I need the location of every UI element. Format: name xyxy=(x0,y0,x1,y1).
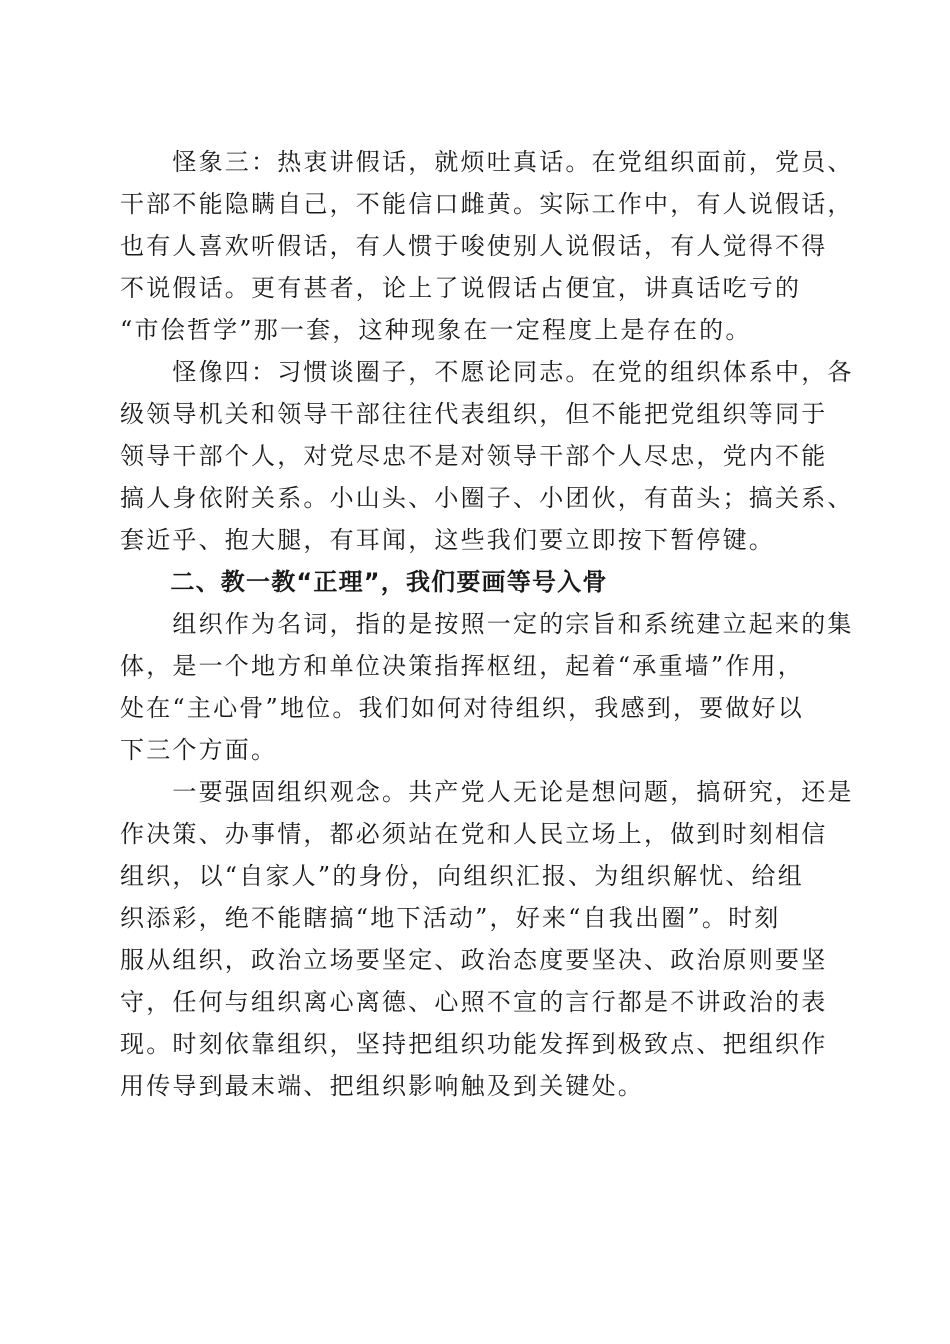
text-line: 也有人喜欢听假话，有人惯于唆使别人说假话，有人觉得不得 xyxy=(120,232,828,260)
text-line: 领导干部个人，对党尽忠不是对领导干部个人尽忠，党内不能 xyxy=(120,442,828,470)
text-line: 不说假话。更有甚者，论上了说假话占便宜，讲真话吃亏的 xyxy=(120,274,802,302)
text-line: 织添彩，绝不能瞎搞“地下活动”，好来“自我出圈”。时刻 xyxy=(120,904,781,932)
text-line: 守，任何与组织离心离德、心照不宣的言行都是不讲政治的表 xyxy=(120,988,828,1016)
text-line: 服从组织，政治立场要坚定、政治态度要坚决、政治原则要坚 xyxy=(120,946,828,974)
text-line: 现。时刻依靠组织，坚持把组织功能发挥到极致点、把组织作 xyxy=(120,1030,828,1058)
section-heading-two: 二、教一教“正理”，我们要画等号入骨 xyxy=(120,568,608,596)
paragraph-strengthen-concept xyxy=(120,771,854,1107)
text-line: 作决策、办事情，都必须站在党和人民立场上，做到时刻相信 xyxy=(120,820,828,848)
text-line: 下三个方面。 xyxy=(120,736,278,764)
text-line: “市侩哲学”那一套，这种现象在一定程度上是存在的。 xyxy=(120,316,752,344)
document-body xyxy=(120,141,854,1107)
text-line: 怪象三：热衷讲假话，就烦吐真话。在党组织面前，党员、 xyxy=(120,148,854,176)
text-line: 用传导到最末端、把组织影响触及到关键处。 xyxy=(120,1072,644,1100)
text-line: 干部不能隐瞒自己，不能信口雌黄。实际工作中，有人说假话， xyxy=(120,190,854,218)
text-line: 组织，以“自家人”的身份，向组织汇报、为组织解忧、给组 xyxy=(120,862,804,890)
paragraph-organization-definition xyxy=(120,603,854,771)
text-line: 搞人身依附关系。小山头、小圈子、小团伙，有苗头；搞关系、 xyxy=(120,484,854,512)
paragraph-oddity-three xyxy=(120,141,854,351)
text-line: 级领导机关和领导干部往往代表组织，但不能把党组织等同于 xyxy=(120,400,828,428)
text-line: 套近乎、抱大腿，有耳闻，这些我们要立即按下暂停键。 xyxy=(120,526,775,554)
text-line: 处在“主心骨”地位。我们如何对待组织，我感到，要做好以 xyxy=(120,694,804,722)
text-line: 组织作为名词，指的是按照一定的宗旨和系统建立起来的集 xyxy=(120,610,854,638)
text-line: 一要强固组织观念。共产党人无论是想问题，搞研究，还是 xyxy=(120,778,854,806)
text-line: 怪像四：习惯谈圈子，不愿论同志。在党的组织体系中，各 xyxy=(120,358,854,386)
text-line: 体，是一个地方和单位决策指挥枢纽，起着“承重墙”作用， xyxy=(120,652,804,680)
paragraph-oddity-four xyxy=(120,351,854,561)
